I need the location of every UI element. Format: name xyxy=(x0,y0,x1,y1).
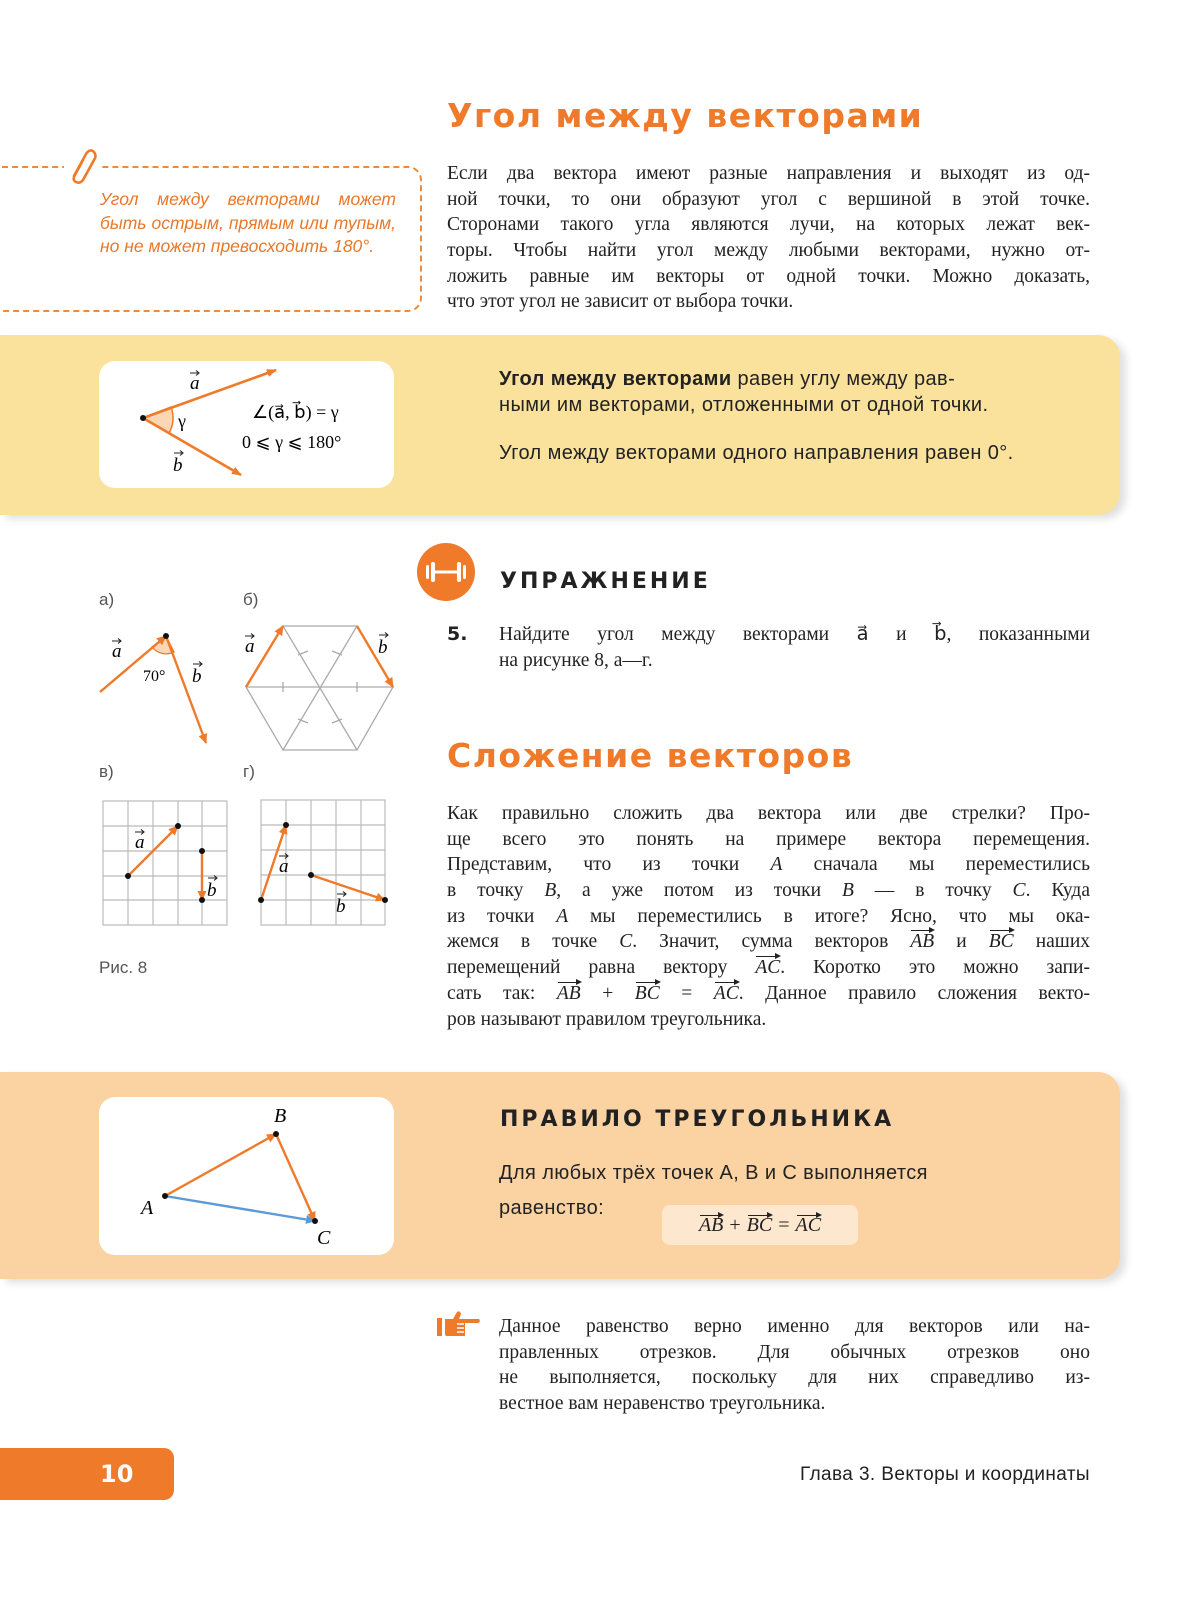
formula-vec-ac: AC xyxy=(795,1213,822,1236)
text-segment: Представим, что из точки xyxy=(447,854,771,876)
triangle-rule-line2: равенство: xyxy=(499,1197,605,1219)
angle-diagram xyxy=(99,361,394,488)
vector-notation: BC xyxy=(989,929,1014,955)
panel-b-label: б) xyxy=(243,590,259,609)
paragraph-line: вестное вам неравенство треугольника. xyxy=(499,1393,826,1415)
fig-a-vec-b: b xyxy=(192,666,202,687)
text-segment: + xyxy=(580,982,635,1004)
paperclip-icon xyxy=(64,146,100,186)
paragraph-line xyxy=(447,852,1090,878)
definition-text xyxy=(499,366,1099,466)
exercise-line2: на рисунке 8, а—г. xyxy=(499,649,653,671)
definition-line2: ными им векторами, отложенными от одной точки. xyxy=(499,394,989,416)
point-name: A xyxy=(770,854,783,876)
text-segment: , а уже потом из точки xyxy=(556,880,842,902)
definition-line1: равен углу между рав- xyxy=(731,368,956,390)
text-segment: Как правильно сложить два вектора или две стрелки? Про- xyxy=(447,803,1090,824)
point-name: B xyxy=(544,880,557,902)
point-a-label: A xyxy=(141,1197,154,1219)
chapter-title: Глава 3. Векторы и координаты xyxy=(799,1464,1090,1485)
paragraph-line: ложить равные им векторы от одной точки. Можно доказать, xyxy=(447,265,1090,287)
exercise-heading: УПРАЖНЕНИЕ xyxy=(500,569,711,594)
text-segment: жемся в точке xyxy=(447,931,620,953)
fig-a-angle-label: 70° xyxy=(143,668,166,685)
angle-formula: ∠(a⃗, b⃗) = γ xyxy=(252,402,339,422)
exercise-text xyxy=(499,622,1090,673)
gamma-label: γ xyxy=(178,411,186,431)
exercise-number: 5. xyxy=(447,623,468,645)
triangle-rule-line1: Для любых трёх точек A, B и C выполняется xyxy=(499,1162,928,1184)
paragraph-line: правленных отрезков. Для обычных отрезков оно xyxy=(499,1341,1090,1363)
vector-notation: AB xyxy=(557,981,581,1007)
triangle-rule-heading: ПРАВИЛО ТРЕУГОЛЬНИКА xyxy=(500,1107,895,1132)
point-c-label: C xyxy=(317,1227,331,1249)
point-name: C xyxy=(619,931,633,953)
angle-figure-card xyxy=(99,361,394,488)
formula-equals: = xyxy=(778,1213,790,1236)
paragraph-line xyxy=(447,904,1090,930)
paragraph-line: не выполняется, поскольку для них справедливо из- xyxy=(499,1367,1090,1389)
text-segment: . Коротко это можно запи- xyxy=(780,957,1090,979)
paragraph-line: торы. Чтобы найти угол между любыми векторами, нужно от- xyxy=(447,240,1090,262)
panel-g-label: г) xyxy=(243,762,255,781)
page-number: 10 xyxy=(0,1448,174,1500)
paragraph-line: что этот угол не зависит от выбора точки. xyxy=(447,291,794,313)
section1-paragraph xyxy=(447,161,1090,315)
definition-term: Угол между векторами xyxy=(499,368,732,390)
figure-caption: Рис. 8 xyxy=(99,958,148,977)
text-segment: мы переместились в итоге? Ясно, что мы ока- xyxy=(568,905,1090,927)
text-segment: и xyxy=(934,931,989,953)
text-segment: наших xyxy=(1013,931,1091,953)
figure-8-diagrams xyxy=(80,610,420,940)
text-segment: из точки xyxy=(447,905,557,927)
formula-vec-ab: AB xyxy=(698,1213,724,1236)
fig-v-vec-b: b xyxy=(207,880,217,901)
fig-a-vec-a: a xyxy=(112,641,122,662)
vector-notation: AC xyxy=(755,955,780,981)
text-segment: сначала мы переместились xyxy=(782,854,1090,876)
section-title-addition: Сложение векторов xyxy=(447,736,854,775)
text-segment: перемещений равна вектору xyxy=(447,957,756,979)
fig-g-vec-a: a xyxy=(279,856,289,877)
vector-notation: AB xyxy=(910,929,934,955)
fig-g-vec-b: b xyxy=(336,896,346,917)
point-name: A xyxy=(556,905,569,927)
pointing-hand-icon xyxy=(437,1310,481,1340)
side-note-text: Угол между векторами может быть острым, прямым или тупым, но не может превосходить 180°. xyxy=(100,189,396,256)
paragraph-line: Если два вектора имеют разные направления и выходят из од- xyxy=(447,163,1090,184)
vector-notation: AC xyxy=(714,981,739,1007)
text-segment: . Данное правило сложения векто- xyxy=(738,982,1091,1004)
formula-plus: + xyxy=(729,1213,741,1236)
triangle-diagram xyxy=(99,1097,394,1255)
angle-range: 0 ⩽ γ ⩽ 180° xyxy=(242,432,342,452)
point-b-label: B xyxy=(274,1105,287,1127)
exercise-line1: Найдите угол между векторами a⃗ и b⃗, показанными xyxy=(499,624,1090,645)
text-segment: . Куда xyxy=(1025,880,1090,902)
definition-line3: Угол между векторами одного направления равен 0°. xyxy=(499,442,1014,464)
point-name: B xyxy=(841,880,854,902)
remark-text xyxy=(499,1314,1090,1417)
paragraph-line xyxy=(447,981,1090,1007)
paragraph-line xyxy=(447,955,1090,981)
paragraph-line: Данное равенство верно именно для векторов или на- xyxy=(499,1316,1090,1337)
paragraph-line xyxy=(447,929,1090,955)
paragraph-line xyxy=(447,878,1090,904)
paragraph-line xyxy=(447,801,1090,827)
vector-b-label: b xyxy=(173,455,183,476)
formula-vec-bc: BC xyxy=(746,1213,773,1236)
paragraph-line: Сторонами такого угла являются лучи, на которых лежат век- xyxy=(447,214,1090,236)
section2-paragraph xyxy=(447,801,1090,1032)
text-segment: сать так: xyxy=(447,982,557,1004)
dumbbell-icon xyxy=(417,543,475,601)
fig-b-vec-a: a xyxy=(245,636,255,657)
text-segment: . Значит, сумма векторов xyxy=(632,931,911,953)
section-title-angle: Угол между векторами xyxy=(447,96,924,135)
panel-a-label: а) xyxy=(99,590,115,609)
paragraph-line: ной точки, то они образуют угол с вершиной в этой точке. xyxy=(447,188,1090,210)
point-name: C xyxy=(1012,880,1026,902)
fig-b-vec-b: b xyxy=(378,637,388,658)
paragraph-line xyxy=(447,827,1090,853)
vector-notation: BC xyxy=(635,981,660,1007)
text-segment: ров называют правилом треугольника. xyxy=(447,1008,767,1030)
text-segment: = xyxy=(659,982,714,1004)
triangle-rule-formula xyxy=(662,1205,858,1245)
panel-v-label: в) xyxy=(99,762,114,781)
triangle-figure-card xyxy=(99,1097,394,1255)
text-segment: ще всего это понять на примере вектора перемещения. xyxy=(447,828,1090,850)
text-segment: в точку xyxy=(447,880,545,902)
text-segment: — в точку xyxy=(853,880,1013,902)
paragraph-line xyxy=(447,1007,1090,1033)
fig-v-vec-a: a xyxy=(135,832,145,853)
vector-a-label: a xyxy=(190,373,200,394)
